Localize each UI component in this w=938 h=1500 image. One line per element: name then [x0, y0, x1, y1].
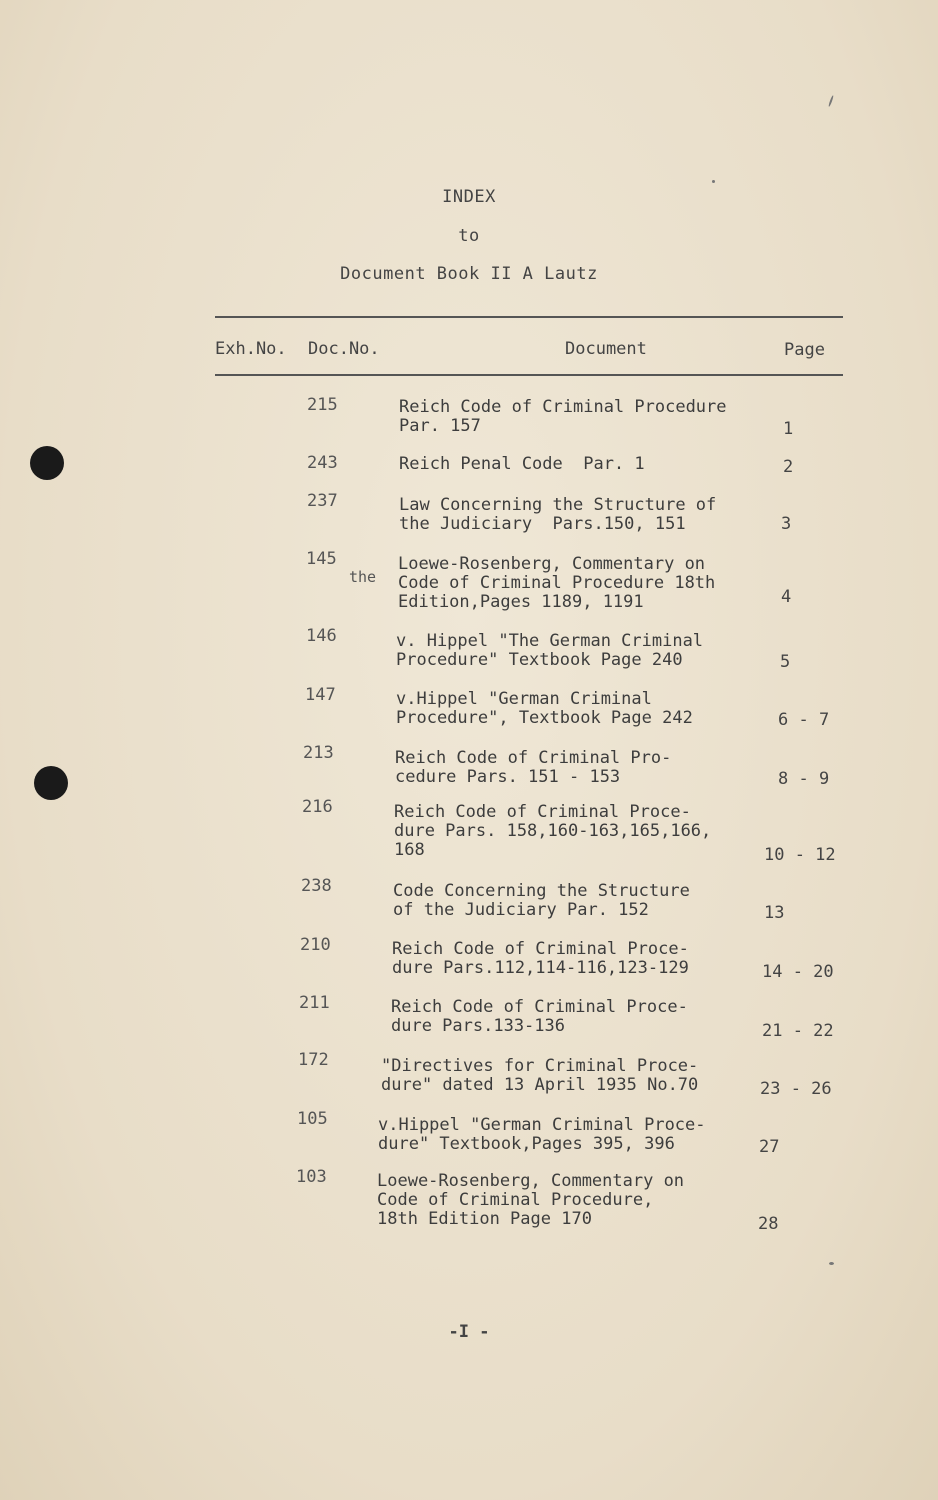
document-book-title: Document Book II A Lautz	[340, 264, 598, 284]
page-reference: 23 - 26	[760, 1079, 832, 1099]
page-reference: 1	[783, 419, 794, 439]
paper-speck	[829, 1262, 834, 1265]
page-reference: 2	[783, 457, 794, 477]
document-description: Reich Penal Code Par. 1	[399, 454, 645, 474]
binder-hole	[30, 446, 64, 480]
document-description: v. Hippel "The German Criminal Procedure" Textbook Page 240	[396, 631, 704, 670]
binder-hole	[34, 766, 68, 800]
page-reference: 10 - 12	[764, 845, 836, 865]
doc-number: 238	[301, 876, 332, 896]
paper-speck	[712, 180, 715, 183]
page-number-footer: -I -	[448, 1322, 490, 1342]
document-description: Law Concerning the Structure of the Judiciary Pars.150, 151	[399, 495, 717, 534]
doc-number: 237	[307, 491, 338, 511]
column-header-page: Page	[784, 340, 825, 360]
page-reference: 27	[759, 1137, 780, 1157]
column-header-document: Document	[565, 339, 647, 359]
paper-speck	[828, 95, 834, 107]
doc-number: 215	[307, 395, 338, 415]
doc-number: 210	[300, 935, 331, 955]
page-reference: 3	[781, 514, 792, 534]
doc-number: 211	[299, 993, 330, 1013]
document-description: Code Concerning the Structure of the Judiciary Par. 152	[393, 881, 690, 920]
doc-number: 243	[307, 453, 338, 473]
page-reference: 6 - 7	[778, 710, 830, 730]
doc-number: 216	[302, 797, 333, 817]
document-description: Reich Code of Criminal Proce- dure Pars.112,114-116,123-129	[392, 939, 689, 978]
page-reference: 13	[764, 903, 785, 923]
document-description: v.Hippel "German Criminal Procedure", Textbook Page 242	[396, 689, 693, 728]
document-description: Reich Code of Criminal Proce- dure Pars. 158,160-163,165,166, 168	[394, 802, 712, 860]
doc-number: 147	[305, 685, 336, 705]
header-rule-bottom	[215, 374, 843, 376]
document-description: Loewe-Rosenberg, Commentary on Code of Criminal Procedure 18th Edition,Pages 1189, 1191	[398, 554, 716, 612]
page-reference: 4	[781, 587, 792, 607]
document-description: Loewe-Rosenberg, Commentary on Code of Criminal Procedure, 18th Edition Page 170	[377, 1171, 685, 1229]
page-reference: 21 - 22	[762, 1021, 834, 1041]
page-reference: 28	[758, 1214, 779, 1234]
document-description: Reich Code of Criminal Proce- dure Pars.133-136	[391, 997, 688, 1036]
handwritten-note: the	[349, 568, 377, 586]
page-reference: 8 - 9	[778, 769, 830, 789]
doc-number: 145	[306, 549, 337, 569]
header-rule-top	[215, 316, 843, 318]
doc-number: 213	[303, 743, 334, 763]
doc-number: 105	[297, 1109, 328, 1129]
document-description: Reich Code of Criminal Procedure Par. 157	[399, 397, 727, 436]
index-subtitle: to	[458, 226, 480, 246]
document-description: Reich Code of Criminal Pro- cedure Pars. 151 - 153	[395, 748, 672, 787]
document-description: "Directives for Criminal Proce- dure" dated 13 April 1935 No.70	[381, 1056, 699, 1095]
document-description: v.Hippel "German Criminal Proce- dure" Textbook,Pages 395, 396	[378, 1115, 706, 1154]
page-reference: 14 - 20	[762, 962, 834, 982]
index-title: INDEX	[442, 187, 496, 207]
column-header-doc-no: Doc.No.	[308, 339, 380, 359]
doc-number: 146	[306, 626, 337, 646]
doc-number: 172	[298, 1050, 329, 1070]
page-reference: 5	[780, 652, 791, 672]
column-header-exh-no: Exh.No.	[215, 339, 287, 359]
doc-number: 103	[296, 1167, 327, 1187]
